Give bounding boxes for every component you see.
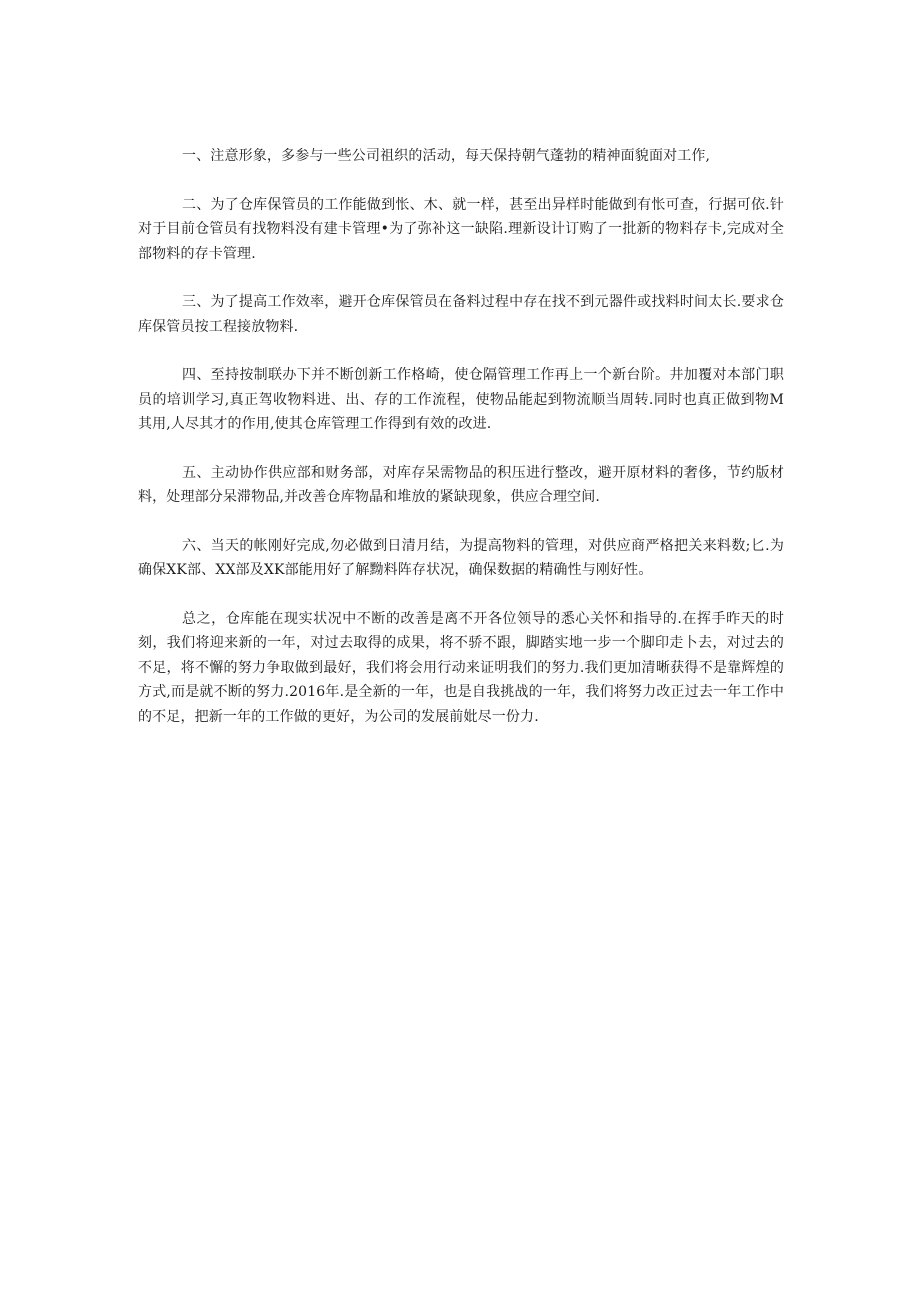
paragraph-2: 二、为了仓库保管员的工作能做到怅、木、就一样，甚至出异样时能做到有怅可查，行据可依.针对于目前仓管员有找物料没有建卡管理•为了弥补这一缺陷.理新设计订购了一批新的物料存卡,完成对全部物料的存卡管理. (138, 196, 784, 262)
paragraph-3: 三、为了提高工作效率，避开仓库保管员在备料过程中存在找不到元器件或找料时间太长.要求仓库保管员按工程接放物料. (138, 294, 784, 335)
paragraph-1: 一、注意形象，多参与一些公司祖织的活动，每天保持朝气蓬勃的精神面貌面对工作, (182, 148, 711, 164)
paragraph-6: 六、当天的帐刚好完成,勿必做到日清月结，为提高物料的管理，对供应商严格把关来料数;匕.为确保XK部、XX部及XK部能用好了解黝料阵存状况，确保数据的精确性与刚好性。 (138, 537, 784, 578)
paragraph-4: 四、至持按制联办下并不断创新工作格崎，使仓隔管理工作再上一个新台阶。井加覆对本部门职员的培训学习,真正驾收物料进、出、存的工作流程，使物品能起到物流顺当周转.同时也真正做到物M其用,人尽其才的作用,使其仓库管理工作得到有效的改进. (138, 367, 784, 432)
paragraph-conclusion: 总之，仓库能在现实状况中不断的改善是离不开各位领导的悉心关怀和指导的.在挥手昨天的时刻，我们将迎来新的一年，对过去取得的成果，将不骄不跟，脚踏实地一步一个脚印走卜去，对过去的不足，将不懈的努力争取做到最好，我们将会用行动来证明我们的努力.我们更加清晰获得不是靠辉煌的方式,而是就不断的努力.2016年.是全新的一年，也是自我挑战的一年，我们将努力改正过去一年工作中的不足，把新一年的工作做的更好，为公司的发展前妣尽一份力. (138, 610, 784, 725)
document-body (138, 144, 784, 753)
paragraph-5: 五、主动协作供应部和财务部，对库存呆需物品的积压进行整改，避开原材料的奢侈，节约版材料，处理部分呆滞物品,并改善仓库物晶和堆放的紧缺现象，供应合理空间. (138, 464, 784, 505)
